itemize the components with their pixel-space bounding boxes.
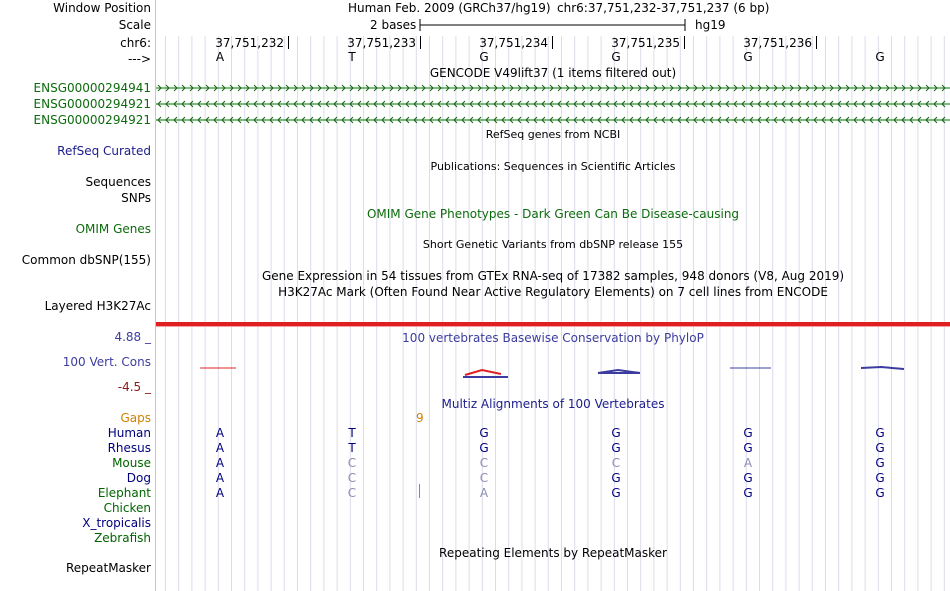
gencode-gene-arrows[interactable] (156, 81, 950, 127)
gencode-item-label-1[interactable]: ENSG00000294941 (33, 81, 151, 95)
alignment-base: G (479, 441, 489, 455)
reference-base: G (479, 50, 489, 64)
browser-data-area[interactable] (156, 0, 950, 591)
gencode-track-title[interactable]: GENCODE V49lift37 (1 items filtered out) (429, 66, 677, 80)
sequences-track-label[interactable]: Sequences (85, 175, 151, 189)
alignment-base: C (479, 471, 489, 485)
alignment-base: A (479, 486, 489, 500)
reference-base: G (875, 50, 885, 64)
species-label-human[interactable]: Human (107, 426, 151, 440)
alignment-base: C (611, 456, 621, 470)
omim-track-label[interactable]: OMIM Genes (75, 222, 151, 236)
gaps-label[interactable]: Gaps (120, 411, 151, 425)
scale-db: hg19 (695, 18, 726, 32)
reference-base: T (348, 50, 356, 64)
repeatmasker-track-title[interactable]: Repeating Elements by RepeatMasker (439, 546, 667, 560)
refseq-track-label[interactable]: RefSeq Curated (57, 144, 151, 158)
strand-label: ---> (127, 52, 151, 66)
alignment-base: T (348, 441, 356, 455)
phylop-track-label[interactable]: 100 Vert. Cons (62, 355, 151, 369)
alignment-base: C (347, 471, 357, 485)
coordinate-label: 37,751,232 (215, 36, 284, 50)
coordinate-label: 37,751,233 (347, 36, 416, 50)
repeatmasker-track-label[interactable]: RepeatMasker (65, 561, 151, 575)
coordinate-label: 37,751,236 (743, 36, 812, 50)
dbsnp-track-title[interactable]: Short Genetic Variants from dbSNP release 155 (422, 238, 684, 251)
species-label-mouse[interactable]: Mouse (112, 456, 151, 470)
gencode-gene-arrow-2 (156, 101, 950, 107)
gencode-gene-arrow-1 (156, 85, 950, 91)
alignment-base: G (743, 426, 753, 440)
h3k27ac-signal-bar[interactable] (156, 322, 950, 327)
alignment-base: C (347, 486, 357, 500)
alignment-base: A (743, 456, 753, 470)
window-position[interactable]: chr6:37,751,232-37,751,237 (6 bp) (557, 1, 770, 15)
refseq-track-title[interactable]: RefSeq genes from NCBI (485, 128, 621, 141)
alignment-base: C (479, 456, 489, 470)
reference-base: A (215, 50, 225, 64)
gencode-item-label-2[interactable]: ENSG00000294921 (33, 97, 151, 111)
coordinate-tick (684, 36, 685, 49)
alignment-base: G (875, 426, 885, 440)
publications-track-title[interactable]: Publications: Sequences in Scientific Articles (430, 160, 676, 173)
phylop-signal[interactable] (156, 360, 950, 382)
scale-text: 2 bases (370, 18, 417, 32)
multiz-track-title[interactable]: Multiz Alignments of 100 Vertebrates (441, 397, 665, 411)
alignment-base: A (215, 426, 225, 440)
reference-base: G (743, 50, 753, 64)
alignment-base: G (743, 441, 753, 455)
phylop-min-label: -4.5 _ (117, 380, 151, 394)
window-position-label: Window Position (53, 1, 151, 15)
gap-count: 9 (416, 411, 424, 425)
assembly-name: Human Feb. 2009 (GRCh37/hg19) (348, 1, 551, 15)
coordinate-tick (552, 36, 553, 49)
chrom-label: chr6: (120, 36, 151, 50)
alignment-base: A (215, 441, 225, 455)
species-label-rhesus[interactable]: Rhesus (107, 441, 151, 455)
coordinate-label: 37,751,235 (611, 36, 680, 50)
coordinate-tick (816, 36, 817, 49)
alignment-base: G (611, 441, 621, 455)
species-label-x_tropicalis[interactable]: X_tropicalis (82, 516, 151, 530)
alignment-base: A (215, 456, 225, 470)
alignment-base: G (611, 486, 621, 500)
alignment-base: C (347, 456, 357, 470)
track-label-column (0, 0, 156, 591)
alignment-base: G (875, 486, 885, 500)
alignment-base: A (215, 471, 225, 485)
alignment-base: G (611, 426, 621, 440)
gencode-gene-arrow-3 (156, 117, 950, 123)
species-label-chicken[interactable]: Chicken (103, 501, 151, 515)
species-label-elephant[interactable]: Elephant (97, 486, 151, 500)
phylop-track-title[interactable]: 100 vertebrates Basewise Conservation by PhyloP (402, 331, 704, 345)
alignment-base: G (743, 471, 753, 485)
coordinate-tick (288, 36, 289, 49)
alignment-base: G (875, 441, 885, 455)
species-label-zebrafish[interactable]: Zebrafish (94, 531, 151, 545)
phylop-max-label: 4.88 _ (114, 330, 151, 344)
scale-bar (419, 18, 687, 32)
h3k27ac-track-label[interactable]: Layered H3K27Ac (44, 299, 151, 313)
snps-track-label[interactable]: SNPs (121, 191, 151, 205)
scale-label: Scale (118, 18, 151, 32)
omim-track-title[interactable]: OMIM Gene Phenotypes - Dark Green Can Be Disease-causing (366, 207, 740, 221)
dbsnp-track-label[interactable]: Common dbSNP(155) (21, 253, 151, 267)
gencode-item-label-3[interactable]: ENSG00000294921 (33, 113, 151, 127)
alignment-base: G (611, 471, 621, 485)
alignment-base: G (743, 486, 753, 500)
alignment-base: A (215, 486, 225, 500)
alignment-base: G (479, 426, 489, 440)
gtex-track-title[interactable]: Gene Expression in 54 tissues from GTEx RNA-seq of 17382 samples, 948 donors (V8, Aug 2019) (261, 269, 845, 283)
alignment-base: G (875, 471, 885, 485)
gap-marker (419, 484, 420, 498)
coordinate-label: 37,751,234 (479, 36, 548, 50)
reference-base: G (611, 50, 621, 64)
h3k27ac-track-title[interactable]: H3K27Ac Mark (Often Found Near Active Regulatory Elements) on 7 cell lines from ENCODE (278, 285, 828, 299)
coordinate-tick (420, 36, 421, 49)
species-label-dog[interactable]: Dog (126, 471, 151, 485)
alignment-base: T (348, 426, 356, 440)
alignment-base: G (875, 456, 885, 470)
